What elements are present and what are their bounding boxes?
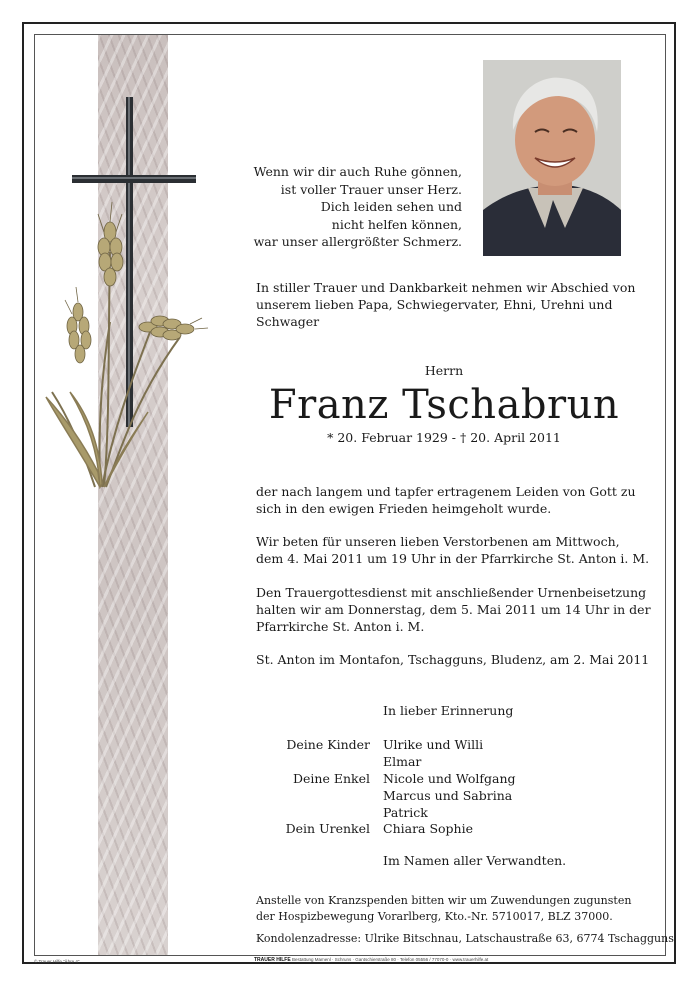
salutation: Herrn xyxy=(424,363,464,378)
poem-line: war unser allergrößter Schmerz. xyxy=(253,234,462,249)
poem-line: nicht helfen können, xyxy=(331,216,462,232)
family-closing: Im Namen aller Verwandten. xyxy=(383,853,567,868)
poem xyxy=(240,163,462,251)
condolence-address: Kondolenzadresse: Ulrike Bitschnau, Latschaustraße 63, 6774 Tschagguns xyxy=(256,932,674,945)
donation-note xyxy=(256,893,631,924)
footer-imprint xyxy=(254,957,488,963)
poem-line: Dich leiden sehen und xyxy=(320,199,462,214)
intro-line: In stiller Trauer und Dankbarkeit nehmen wir Abschied von xyxy=(256,280,636,295)
intro-line: Schwager xyxy=(256,314,320,329)
paragraph-line: halten wir am Donnerstag, dem 5. Mai 2011 um 14 Uhr in der xyxy=(256,602,651,617)
paragraph-line: der nach langem und tapfer ertragenem Leiden von Gott zu xyxy=(256,484,636,499)
place-date-paragraph xyxy=(256,651,650,668)
family-name: Marcus und Sabrina xyxy=(383,788,513,803)
intro-line: unserem lieben Papa, Schwiegervater, Ehni, Urehni und xyxy=(256,297,613,312)
paragraph-line: Pfarrkirche St. Anton i. M. xyxy=(256,619,425,634)
family-name: Patrick xyxy=(383,805,428,820)
family-name: Elmar xyxy=(383,754,422,769)
prayer-paragraph xyxy=(256,533,650,567)
family-label: Deine Enkel xyxy=(293,771,370,786)
passing-paragraph xyxy=(256,483,636,517)
note-line: der Hospizbewegung Vorarlberg, Kto.-Nr. 5710017, BLZ 37000. xyxy=(256,909,613,923)
family-name: Chiara Sophie xyxy=(383,821,474,836)
note-line: Anstelle von Kranzspenden bitten wir um Zuwendungen zugunsten xyxy=(256,894,632,907)
footer-details: Bestattung Mamenl · Schruns · Gantschierstraße 80 · Telefon 05556 / 77070-0 · www.trauerhilfe.at xyxy=(291,957,489,962)
footer-copyright: © Trauer Hilfe "Ähre 4" xyxy=(34,959,80,964)
deceased-name: Franz Tschabrun xyxy=(268,382,620,428)
family-name: Ulrike und Willi xyxy=(383,737,484,752)
family-label: Dein Urenkel xyxy=(285,821,370,836)
footer-brand: TRAUER HILFE xyxy=(254,957,291,963)
paragraph-line: dem 4. Mai 2011 um 19 Uhr in der Pfarrkirche St. Anton i. M. xyxy=(256,551,650,566)
family-label: Deine Kinder xyxy=(286,737,370,752)
portrait-photo xyxy=(483,60,621,256)
paragraph-line: Den Trauergottesdienst mit anschließender Urnenbeisetzung xyxy=(256,585,647,600)
funeral-paragraph xyxy=(256,584,651,635)
life-dates: * 20. Februar 1929 - † 20. April 2011 xyxy=(327,430,561,445)
portrait-image-icon xyxy=(483,60,621,256)
family-name: Nicole und Wolfgang xyxy=(383,771,516,786)
paragraph-line: St. Anton im Montafon, Tschagguns, Bludenz, am 2. Mai 2011 xyxy=(256,652,650,667)
cross-with-wheat-icon xyxy=(40,92,210,502)
poem-line: Wenn wir dir auch Ruhe gönnen, xyxy=(253,164,462,179)
paragraph-line: Wir beten für unseren lieben Verstorbenen am Mittwoch, xyxy=(256,534,620,549)
intro-paragraph xyxy=(256,279,636,330)
family-heading: In lieber Erinnerung xyxy=(383,703,514,718)
poem-line: ist voller Trauer unser Herz. xyxy=(280,181,462,197)
paragraph-line: sich in den ewigen Frieden heimgeholt wurde. xyxy=(256,501,552,516)
